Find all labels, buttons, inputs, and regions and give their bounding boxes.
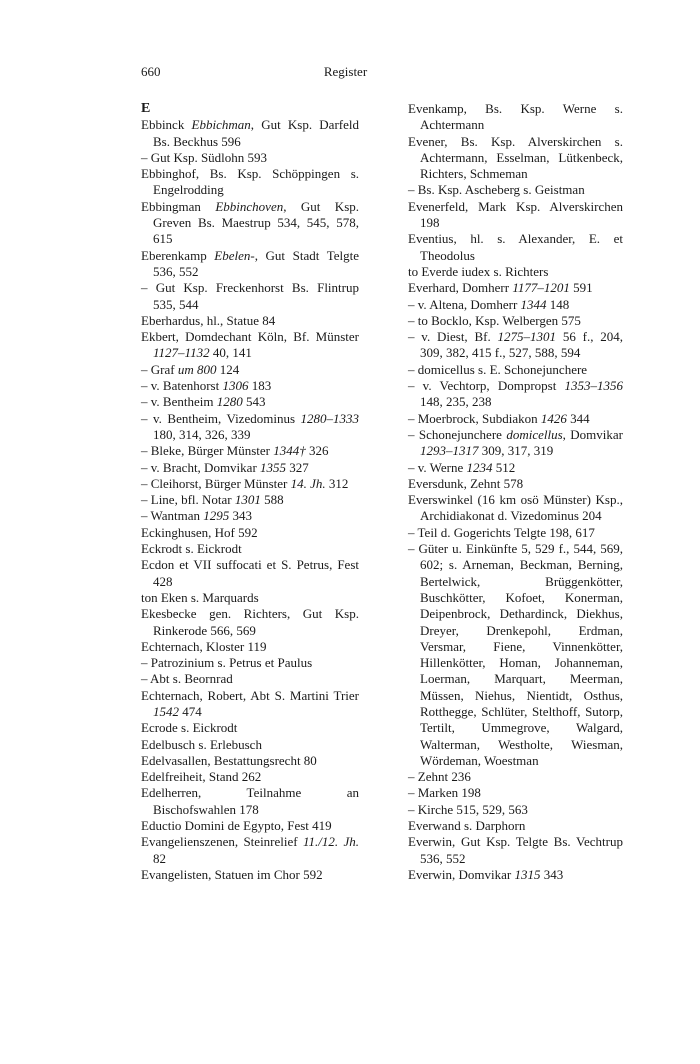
index-entry: – Wantman 1295 343 xyxy=(141,508,253,524)
index-entry: – Güter u. Einkünfte 5, 529 f., 544, 569, 602; s. Arneman, Beckman, Berning, Bertelwick, Brüggenkötter, Buschkötter, Kofoet, Konerman, Deipenbrock, Dethardinck, Diekhus, Dreyer, Drenkepohl, Erdman, Versmar, Fiene, Vinnenkötter, Hillenkötter, Homan, Johanneman, Loerman, Marquart, Meerman, Müssen, Niehus, Nientidt, Osthus, Rotthegge, Schlüter, Stelthoff, Sutorp, Tertilt, Ummegrove, Walgard, Walterman, Westholte, Wiesman, Wördeman, Woestman xyxy=(408,541,623,768)
index-entry: Evenerfeld, Mark Ksp. Alverskirchen 198 xyxy=(408,198,623,231)
index-entry: – Schonejunchere domicellus, Domvikar 1293–1317 309, 317, 319 xyxy=(408,426,623,459)
index-entry: – Gut Ksp. Südlohn 593 xyxy=(141,149,268,165)
index-entry: – Cleihorst, Bürger Münster 14. Jh. 312 xyxy=(141,475,349,491)
index-entry: Echternach, Kloster 119 xyxy=(141,638,267,654)
index-entry: Edelbusch s. Erlebusch xyxy=(141,736,262,752)
index-entry: Evangelisten, Statuen im Chor 592 xyxy=(141,866,323,882)
index-entry: Echternach, Robert, Abt S. Martini Trier 1542 474 xyxy=(141,687,359,719)
index-entry: Everwin, Gut Ksp. Telgte Bs. Vechtrup 536, 552 xyxy=(408,834,623,866)
index-entry: to Everde iudex s. Richters xyxy=(408,263,549,279)
index-entry: Eversdunk, Zehnt 578 xyxy=(408,475,524,491)
index-entry: Everwand s. Darphorn xyxy=(408,818,526,834)
index-entry: Eckrodt s. Eickrodt xyxy=(141,541,242,557)
index-entry: Ebbinghof, Bs. Ksp. Schöppingen s. Engelrodding xyxy=(141,166,359,198)
index-entry: – Graf um 800 124 xyxy=(141,361,240,377)
index-entry: Everhard, Domherr 1177–1201 591 xyxy=(408,280,593,296)
index-entry: – domicellus s. E. Schonejunchere xyxy=(408,361,588,377)
index-entry: Ecrode s. Eickrodt xyxy=(141,720,238,736)
index-entry: Eckinghusen, Hof 592 xyxy=(141,524,258,540)
index-entry: – v. Werne 1234 512 xyxy=(408,459,516,475)
index-entry: – v. Vechtorp, Dompropst 1353–1356 148, 235, 238 xyxy=(408,378,623,410)
left-entries xyxy=(141,117,359,883)
index-entry: – to Bocklo, Ksp. Welbergen 575 xyxy=(408,312,581,328)
index-entry: – Zehnt 236 xyxy=(408,769,471,785)
index-entry: Ebbinck Ebbichman, Gut Ksp. Darfeld Bs. Beckhus 596 xyxy=(141,117,359,149)
index-entry: – v. Bracht, Domvikar 1355 327 xyxy=(141,459,309,475)
index-entry: Eductio Domini de Egypto, Fest 419 xyxy=(141,818,332,834)
index-entry: Edelvasallen, Bestattungsrecht 80 xyxy=(141,752,317,768)
index-entry: Ekbert, Domdechant Köln, Bf. Münster 1127–1132 40, 141 xyxy=(141,329,359,361)
index-column-right xyxy=(408,101,623,883)
index-entry: Ebbingman Ebbinchoven, Gut Ksp. Greven Bs. Maestrup 534, 545, 578, 615 xyxy=(141,198,360,247)
index-entry: – v. Diest, Bf. 1275–1301 56 f., 204, 309, 382, 415 f., 527, 588, 594 xyxy=(408,329,623,361)
index-entry: Everswinkel (16 km osö Münster) Ksp., Archidiakonat d. Vizedominus 204 xyxy=(408,492,623,524)
index-entry: – v. Altena, Domherr 1344 148 xyxy=(408,296,570,312)
index-entry: – Line, bfl. Notar 1301 588 xyxy=(141,492,284,508)
index-entry: – Abt s. Beornrad xyxy=(141,671,233,687)
index-entry: Evenkamp, Bs. Ksp. Werne s. Achtermann xyxy=(408,101,623,133)
index-entry: Edelherren, Teilnahme an Bischofswahlen 178 xyxy=(141,785,359,817)
index-entry: – Moerbrock, Subdiakon 1426 344 xyxy=(408,410,590,426)
index-entry: Eberenkamp Ebelen-, Gut Stadt Telgte 536, 552 xyxy=(141,247,359,279)
index-entry: – Marken 198 xyxy=(408,785,481,801)
section-letter: E xyxy=(141,101,151,116)
index-entry: Eventius, hl. s. Alexander, E. et Theodolus xyxy=(408,231,623,263)
index-entry: Edelfreiheit, Stand 262 xyxy=(141,769,262,785)
index-entry: Evener, Bs. Ksp. Alverskirchen s. Achtermann, Esselman, Lütkenbeck, Richters, Schmeman xyxy=(408,133,623,182)
index-entry: Evangelienszenen, Steinrelief 11./12. Jh. 82 xyxy=(141,834,359,866)
index-entry: – Teil d. Gogerichts Telgte 198, 617 xyxy=(408,524,595,540)
index-entry: – v. Bentheim 1280 543 xyxy=(141,394,266,410)
index-column-left xyxy=(141,101,359,883)
index-entry: – Gut Ksp. Freckenhorst Bs. Flintrup 535, 544 xyxy=(141,280,359,312)
index-entry: – v. Bentheim, Vizedominus 1280–1333 180, 314, 326, 339 xyxy=(141,410,359,442)
index-entry: – Bs. Ksp. Ascheberg s. Geistman xyxy=(408,182,585,198)
index-entry: – Kirche 515, 529, 563 xyxy=(408,801,528,817)
index-entry: Ecdon et VII suffocati et S. Petrus, Fest 428 xyxy=(141,557,359,589)
index-entry: Everwin, Domvikar 1315 343 xyxy=(408,866,564,882)
index-entry: Ekesbecke gen. Richters, Gut Ksp. Rinkerode 566, 569 xyxy=(141,606,359,638)
index-entry: – v. Batenhorst 1306 183 xyxy=(141,378,272,394)
index-entry: ton Eken s. Marquards xyxy=(141,589,259,605)
index-entry: Eberhardus, hl., Statue 84 xyxy=(141,312,276,328)
right-entries xyxy=(408,101,623,883)
index-entry: – Bleke, Bürger Münster 1344† 326 xyxy=(141,443,329,459)
page-number: 660 xyxy=(141,64,161,79)
page-header xyxy=(141,64,550,82)
running-title: Register xyxy=(323,64,368,79)
index-entry: – Patrozinium s. Petrus et Paulus xyxy=(141,655,313,671)
